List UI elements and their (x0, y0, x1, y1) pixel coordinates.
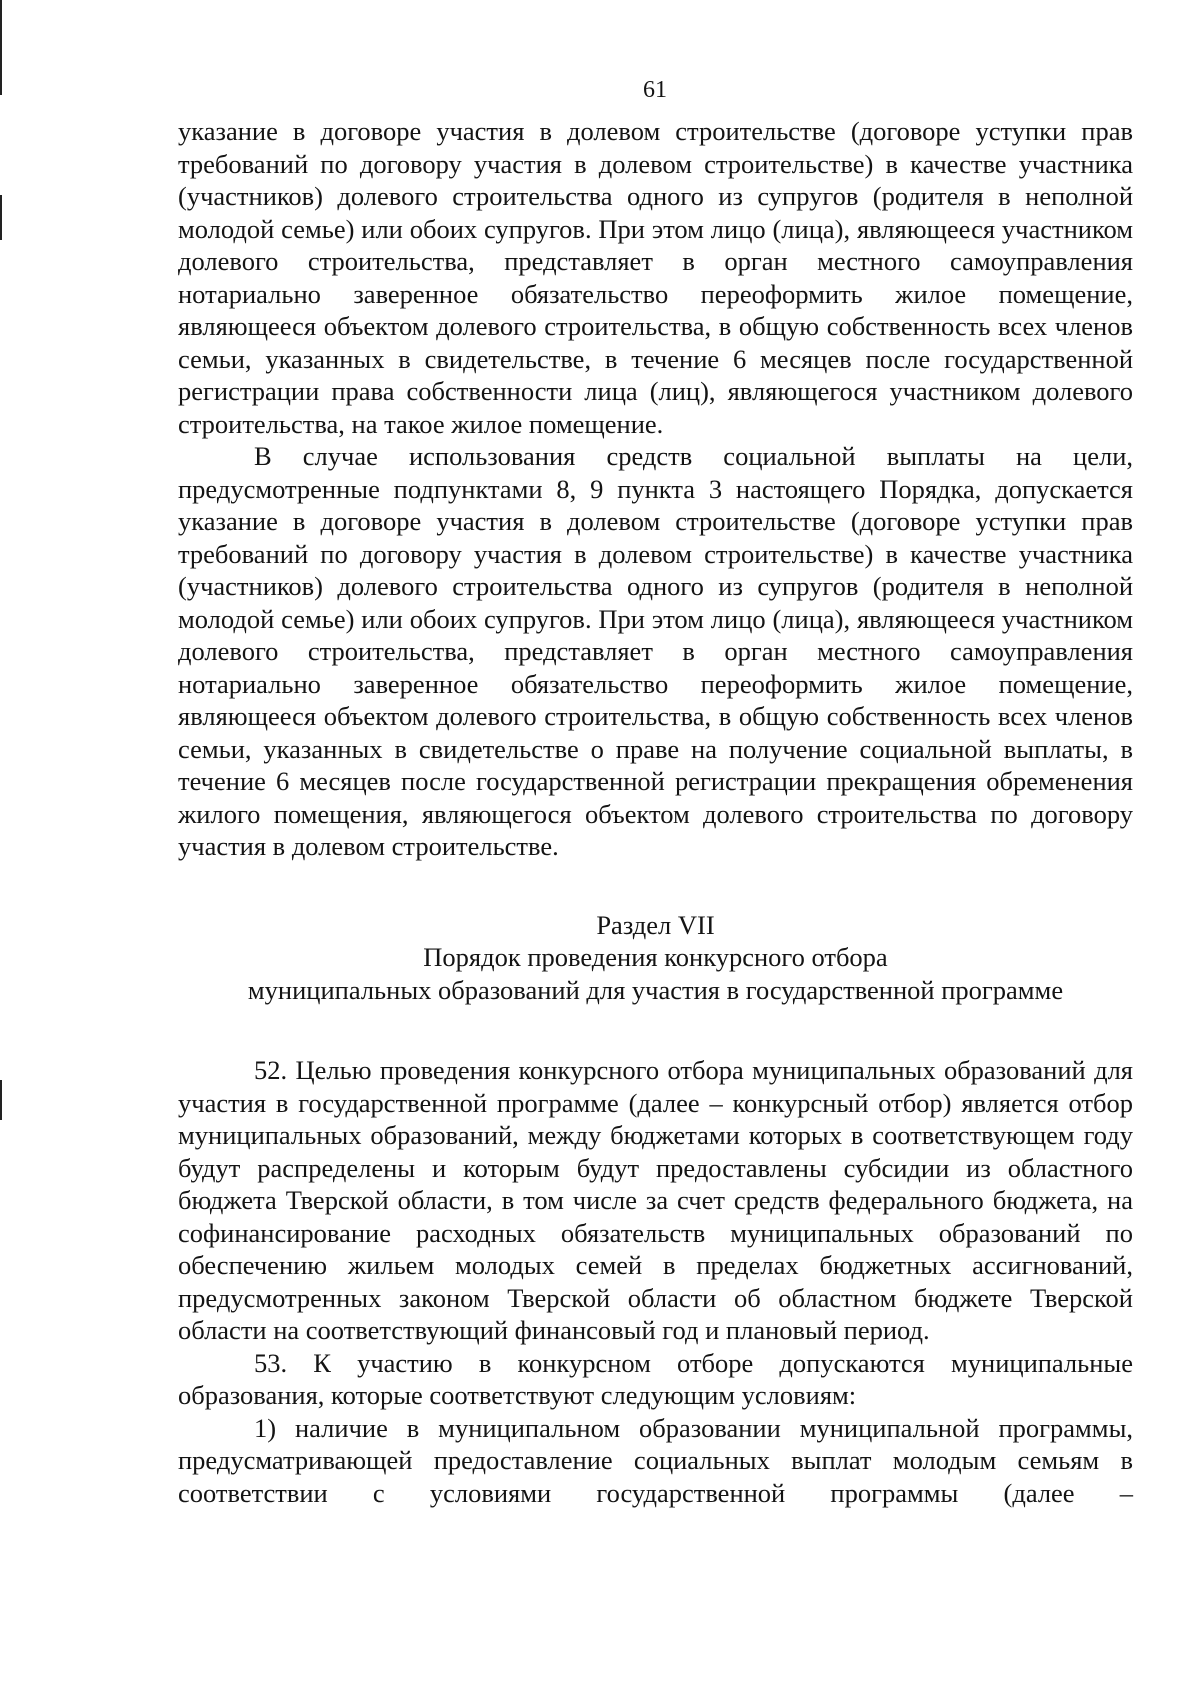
scan-edge-lower (0, 1080, 2, 1120)
document-body (178, 115, 1133, 1509)
section-heading (178, 909, 1133, 1007)
page-number: 61 (643, 77, 667, 103)
paragraph-52: 52. Целью проведения конкурсного отбора муниципальных образований для участия в государственной программе (далее – конкурсный отбор) является отбор муниципальных образований, между бюджетами которых в соответствующем году будут распределены и которым будут предоставлены субсидии из областного бюджета Тверской области, в том числе за счет средств федерального бюджета, на софинансирование расходных обязательств муниципальных образований по обеспечению жильем молодых семей в пределах бюджетных ассигнований, предусмотренных законом Тверской области об областном бюджете Тверской области на соответствующий финансовый год и плановый период. (178, 1055, 1133, 1345)
paragraph-53: 53. К участию в конкурсном отборе допускаются муниципальные образования, которые соответствуют следующим условиям: (178, 1347, 1133, 1410)
paragraph-53-item-1: 1) наличие в муниципальном образовании муниципальной программы, предусматривающей предоставление социальных выплат молодым семьям в соответствии с условиями государственной программы (далее – (178, 1412, 1133, 1508)
paragraph-continuation: указание в договоре участия в долевом строительстве (договоре уступки прав требований по договору участия в долевом строительстве) в качестве участника (участников) долевого строительства одного из супругов (родителя в неполной молодой семье) или обоих супругов. При этом лицо (лица), являющееся участником долевого строительства, представляет в орган местного самоуправления нотариально заверенное обязательство переоформить жилое помещение, являющееся объектом долевого строительства, в общую собственность всех членов семьи, указанных в свидетельстве, в течение 6 месяцев после государственной регистрации права собственности лица (лиц), являющегося участником долевого строительства, на такое жилое помещение. (178, 116, 1133, 439)
scan-edge-middle (0, 195, 2, 240)
section-number: Раздел VII (596, 909, 715, 940)
paragraph-shared-construction: В случае использования средств социальной выплаты на цели, предусмотренные подпунктами 8, 9 пункта 3 настоящего Порядка, допускается указание в договоре участия в долевом строительстве (договоре уступки прав требований по договору участия в долевом строительстве) в качестве участника (участников) долевого строительства одного из супругов (родителя в неполной молодой семье) или обоих супругов. При этом лицо (лица), являющееся участником долевого строительства, представляет в орган местного самоуправления нотариально заверенное обязательство переоформить жилое помещение, являющееся объектом долевого строительства, в общую собственность всех членов семьи, указанных в свидетельстве о праве на получение социальной выплаты, в течение 6 месяцев после государственной регистрации прекращения обременения жилого помещения, являющегося объектом долевого строительства по договору участия в долевом строительстве. (178, 441, 1133, 861)
section-title-line-1: Порядок проведения конкурсного отбора (423, 942, 888, 972)
section-title-line-2: муниципальных образований для участия в государственной программе (247, 974, 1064, 1005)
